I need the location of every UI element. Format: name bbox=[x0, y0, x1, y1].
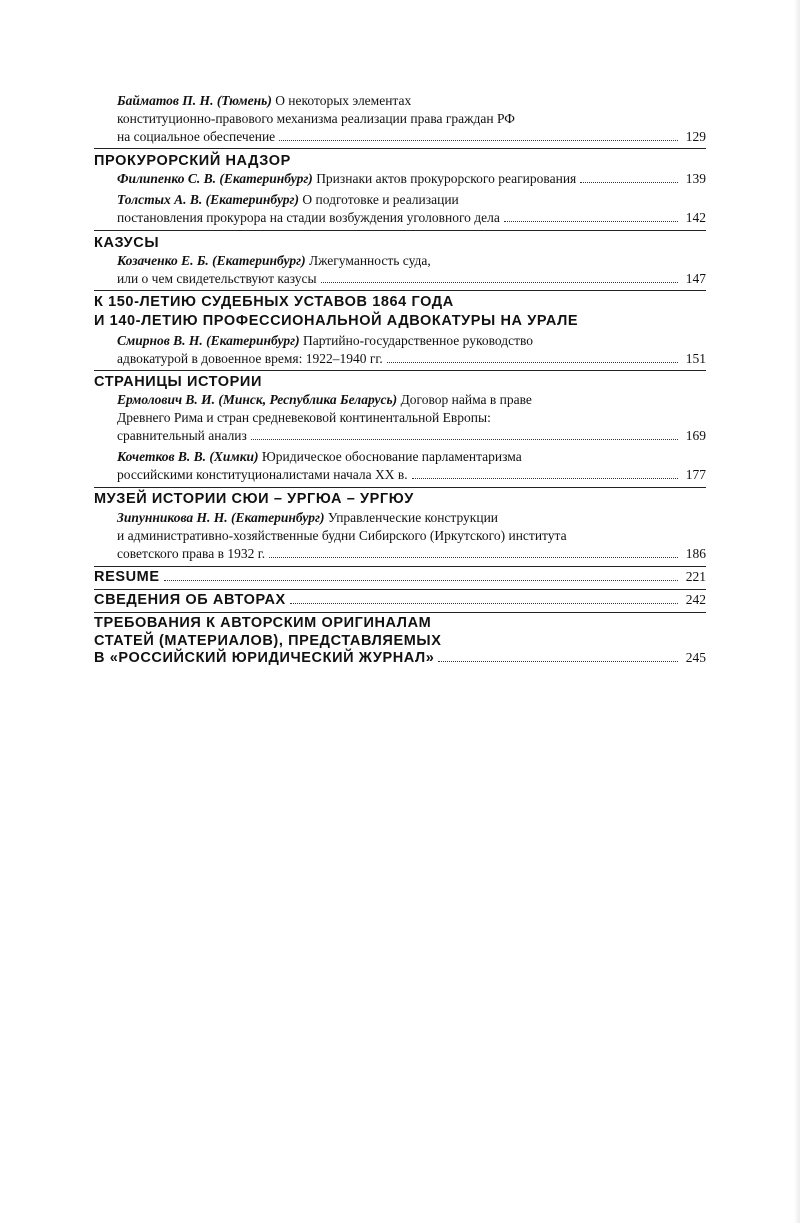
page-number: 186 bbox=[685, 546, 706, 561]
toc-entry bbox=[117, 170, 706, 188]
toc-entry bbox=[117, 252, 706, 288]
toc-entry bbox=[117, 332, 706, 368]
entry-author: Байматов П. Н. (Тюмень) bbox=[117, 93, 272, 108]
leader-dots bbox=[387, 352, 678, 363]
page-number: 139 bbox=[685, 171, 706, 186]
entry-title: Договор найма в праве bbox=[400, 392, 532, 407]
page-number: 169 bbox=[685, 428, 706, 443]
page-number: 177 bbox=[685, 467, 706, 482]
entry-author: Толстых А. В. (Екатеринбург) bbox=[117, 192, 300, 207]
entry-title: Признаки актов прокурорского реагирования bbox=[316, 171, 577, 186]
section-rule bbox=[94, 487, 706, 488]
entry-author: Филипенко С. В. (Екатеринбург) bbox=[117, 171, 313, 186]
toc-entry bbox=[117, 92, 706, 146]
leader-dots bbox=[279, 130, 678, 141]
section-heading: И 140-ЛЕТИЮ ПРОФЕССИОНАЛЬНОЙ АДВОКАТУРЫ НА УРАЛЕ bbox=[94, 313, 579, 329]
entry-title: адвокатурой в довоенное время: 1922–1940 гг. bbox=[117, 351, 383, 366]
leader-dots bbox=[504, 211, 678, 222]
page-number: 242 bbox=[685, 592, 706, 607]
entry-title: сравнительный анализ bbox=[117, 428, 247, 443]
section-rule bbox=[94, 290, 706, 291]
entry-author: Смирнов В. Н. (Екатеринбург) bbox=[117, 333, 300, 348]
toc-section-row bbox=[94, 569, 706, 585]
page-number: 142 bbox=[685, 210, 706, 225]
section-heading: СВЕДЕНИЯ ОБ АВТОРАХ bbox=[94, 592, 286, 608]
page-number: 147 bbox=[685, 271, 706, 286]
leader-dots bbox=[269, 547, 678, 558]
page-number: 151 bbox=[685, 351, 706, 366]
leader-dots bbox=[580, 172, 678, 183]
section-heading: КАЗУСЫ bbox=[94, 235, 160, 251]
leader-dots bbox=[290, 593, 678, 604]
page-number: 129 bbox=[685, 129, 706, 144]
entry-title: О некоторых элементах bbox=[275, 93, 412, 108]
leader-dots bbox=[164, 570, 678, 581]
section-rule bbox=[94, 612, 706, 613]
toc-entry bbox=[117, 191, 706, 227]
entry-title: советского права в 1932 г. bbox=[117, 546, 266, 561]
leader-dots bbox=[251, 429, 678, 440]
entry-title: постановления прокурора на стадии возбуждения уголовного дела bbox=[117, 210, 500, 225]
toc-entry bbox=[117, 391, 706, 445]
entry-author: Козаченко Е. Б. (Екатеринбург) bbox=[117, 253, 306, 268]
toc-entry bbox=[117, 448, 706, 484]
section-rule bbox=[94, 589, 706, 590]
entry-title: Партийно-государственное руководство bbox=[302, 333, 534, 348]
entry-title: Управленческие конструкции bbox=[327, 510, 499, 525]
entry-title: и административно-хозяйственные будни Сибирского (Иркутского) института bbox=[117, 528, 567, 543]
section-heading: СТАТЕЙ (МАТЕРИАЛОВ), ПРЕДСТАВЛЯЕМЫХ bbox=[94, 633, 442, 649]
entry-author: Зипунникова Н. Н. (Екатеринбург) bbox=[117, 510, 325, 525]
page-edge-shadow bbox=[794, 0, 800, 1223]
page-number: 245 bbox=[685, 650, 706, 665]
toc-entry bbox=[117, 509, 706, 563]
toc-section-row bbox=[94, 592, 706, 608]
section-rule bbox=[94, 566, 706, 567]
toc-section-row bbox=[94, 650, 706, 666]
page-number: 221 bbox=[685, 569, 706, 584]
section-heading: RESUME bbox=[94, 569, 160, 585]
entry-author: Ермолович В. И. (Минск, Республика Беларусь) bbox=[117, 392, 398, 407]
entry-title: или о чем свидетельствуют казусы bbox=[117, 271, 317, 286]
section-heading: В «РОССИЙСКИЙ ЮРИДИЧЕСКИЙ ЖУРНАЛ» bbox=[94, 650, 435, 666]
entry-title: Древнего Рима и стран средневековой континентальной Европы: bbox=[117, 410, 491, 425]
section-heading: МУЗЕЙ ИСТОРИИ СЮИ – УРГЮА – УРГЮУ bbox=[94, 491, 414, 507]
entry-title: Лжегуманность суда, bbox=[308, 253, 431, 268]
leader-dots bbox=[412, 468, 678, 479]
entry-title: О подготовке и реализации bbox=[302, 192, 459, 207]
section-heading: ПРОКУРОРСКИЙ НАДЗОР bbox=[94, 153, 291, 169]
leader-dots bbox=[321, 272, 678, 283]
entry-title: конституционно-правового механизма реализации права граждан РФ bbox=[117, 111, 515, 126]
entry-title: на социальное обеспечение bbox=[117, 129, 276, 144]
entry-title: российскими конституционалистами начала XX в. bbox=[117, 467, 408, 482]
leader-dots bbox=[438, 651, 678, 662]
section-heading: СТРАНИЦЫ ИСТОРИИ bbox=[94, 374, 262, 390]
section-rule bbox=[94, 230, 706, 231]
entry-author: Кочетков В. В. (Химки) bbox=[117, 449, 259, 464]
section-heading: К 150-ЛЕТИЮ СУДЕБНЫХ УСТАВОВ 1864 ГОДА bbox=[94, 294, 454, 310]
section-rule bbox=[94, 148, 706, 149]
section-heading: ТРЕБОВАНИЯ К АВТОРСКИМ ОРИГИНАЛАМ bbox=[94, 615, 432, 631]
entry-title: Юридическое обоснование парламентаризма bbox=[261, 449, 522, 464]
section-rule bbox=[94, 370, 706, 371]
